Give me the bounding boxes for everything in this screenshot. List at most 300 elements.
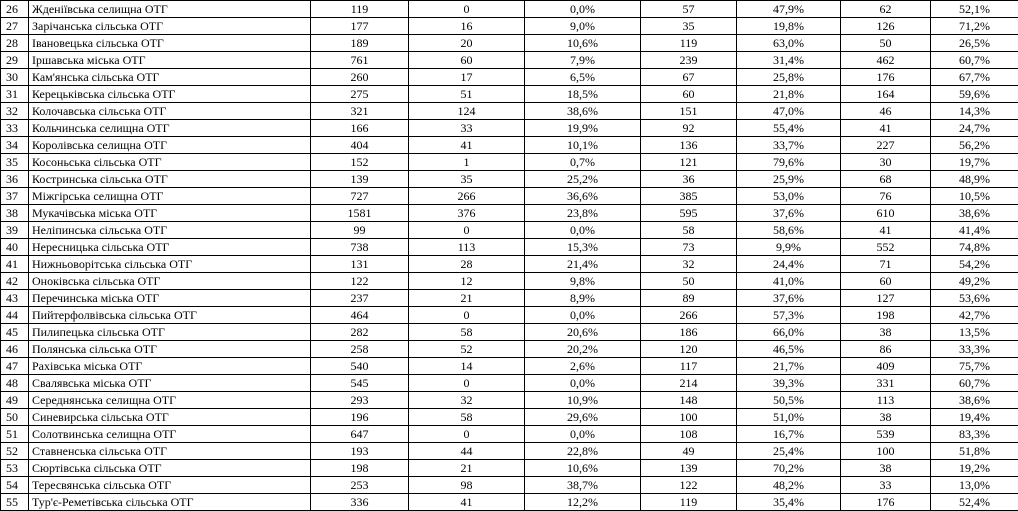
percent-b-cell: 25,2% [525,171,641,188]
row-number-cell: 46 [1,341,29,358]
community-name-cell: Середнянська селищна ОТГ [29,392,311,409]
percent-b-cell: 20,2% [525,341,641,358]
total-value-cell: 198 [311,460,409,477]
percent-d-cell: 35,4% [737,494,841,511]
value-d-cell: 122 [641,477,737,494]
value-b-cell: 0 [409,222,525,239]
total-value-cell: 275 [311,86,409,103]
table-row [1,188,1018,205]
value-d-cell: 60 [641,86,737,103]
table-row [1,477,1018,494]
value-f-cell: 41 [841,120,931,137]
percent-b-cell: 38,6% [525,103,641,120]
row-number-cell: 27 [1,18,29,35]
percent-d-cell: 33,7% [737,137,841,154]
value-f-cell: 164 [841,86,931,103]
row-number-cell: 55 [1,494,29,511]
row-number-cell: 30 [1,69,29,86]
percent-b-cell: 15,3% [525,239,641,256]
table-row [1,222,1018,239]
value-d-cell: 148 [641,392,737,409]
total-value-cell: 258 [311,341,409,358]
percent-b-cell: 8,9% [525,290,641,307]
value-d-cell: 49 [641,443,737,460]
value-d-cell: 151 [641,103,737,120]
total-value-cell: 139 [311,171,409,188]
percent-f-cell: 49,2% [931,273,1018,290]
table-row [1,307,1018,324]
community-name-cell: Королівська селищна ОТГ [29,137,311,154]
percent-b-cell: 12,2% [525,494,641,511]
percent-d-cell: 37,6% [737,205,841,222]
value-b-cell: 98 [409,477,525,494]
value-d-cell: 186 [641,324,737,341]
percent-f-cell: 52,4% [931,494,1018,511]
percent-b-cell: 38,7% [525,477,641,494]
community-name-cell: Тересвянська сільська ОТГ [29,477,311,494]
table-row [1,35,1018,52]
percent-d-cell: 63,0% [737,35,841,52]
percent-f-cell: 71,2% [931,18,1018,35]
percent-d-cell: 47,0% [737,103,841,120]
percent-b-cell: 6,5% [525,69,641,86]
percent-b-cell: 0,0% [525,222,641,239]
percent-f-cell: 60,7% [931,52,1018,69]
value-f-cell: 33 [841,477,931,494]
value-d-cell: 36 [641,171,737,188]
value-f-cell: 41 [841,222,931,239]
percent-d-cell: 41,0% [737,273,841,290]
value-d-cell: 58 [641,222,737,239]
total-value-cell: 727 [311,188,409,205]
value-f-cell: 113 [841,392,931,409]
row-number-cell: 36 [1,171,29,188]
percent-f-cell: 33,3% [931,341,1018,358]
table-row [1,341,1018,358]
total-value-cell: 99 [311,222,409,239]
value-b-cell: 17 [409,69,525,86]
value-b-cell: 60 [409,52,525,69]
total-value-cell: 761 [311,52,409,69]
total-value-cell: 464 [311,307,409,324]
total-value-cell: 152 [311,154,409,171]
value-d-cell: 108 [641,426,737,443]
percent-b-cell: 23,8% [525,205,641,222]
percent-d-cell: 19,8% [737,18,841,35]
row-number-cell: 28 [1,35,29,52]
percent-d-cell: 70,2% [737,460,841,477]
percent-b-cell: 0,0% [525,426,641,443]
value-b-cell: 20 [409,35,525,52]
total-value-cell: 545 [311,375,409,392]
percent-f-cell: 48,9% [931,171,1018,188]
percent-d-cell: 55,4% [737,120,841,137]
percent-b-cell: 2,6% [525,358,641,375]
percent-d-cell: 9,9% [737,239,841,256]
community-name-cell: Синевирська сільська ОТГ [29,409,311,426]
row-number-cell: 45 [1,324,29,341]
value-f-cell: 38 [841,460,931,477]
value-b-cell: 0 [409,307,525,324]
total-value-cell: 131 [311,256,409,273]
table-row [1,443,1018,460]
percent-f-cell: 59,6% [931,86,1018,103]
percent-d-cell: 51,0% [737,409,841,426]
community-name-cell: Перечинська міська ОТГ [29,290,311,307]
row-number-cell: 40 [1,239,29,256]
row-number-cell: 47 [1,358,29,375]
total-value-cell: 647 [311,426,409,443]
row-number-cell: 54 [1,477,29,494]
percent-b-cell: 20,6% [525,324,641,341]
value-f-cell: 86 [841,341,931,358]
value-b-cell: 41 [409,137,525,154]
total-value-cell: 293 [311,392,409,409]
row-number-cell: 53 [1,460,29,477]
table-row [1,120,1018,137]
community-name-cell: Сюртівська сільська ОТГ [29,460,311,477]
total-value-cell: 404 [311,137,409,154]
community-name-cell: Неліпинська сільська ОТГ [29,222,311,239]
value-d-cell: 50 [641,273,737,290]
value-f-cell: 50 [841,35,931,52]
value-b-cell: 21 [409,460,525,477]
row-number-cell: 39 [1,222,29,239]
table-row [1,1,1018,18]
value-f-cell: 176 [841,494,931,511]
community-name-cell: Кольчинська селищна ОТГ [29,120,311,137]
value-f-cell: 552 [841,239,931,256]
community-name-cell: Полянська сільська ОТГ [29,341,311,358]
community-name-cell: Івановецька сільська ОТГ [29,35,311,52]
percent-b-cell: 10,6% [525,35,641,52]
row-number-cell: 50 [1,409,29,426]
value-f-cell: 68 [841,171,931,188]
value-b-cell: 12 [409,273,525,290]
table-row [1,375,1018,392]
value-d-cell: 119 [641,494,737,511]
table-row [1,154,1018,171]
value-b-cell: 0 [409,426,525,443]
percent-d-cell: 46,5% [737,341,841,358]
percent-d-cell: 79,6% [737,154,841,171]
percent-d-cell: 50,5% [737,392,841,409]
percent-d-cell: 53,0% [737,188,841,205]
percent-f-cell: 13,5% [931,324,1018,341]
total-value-cell: 196 [311,409,409,426]
community-name-cell: Пийтерфолвівська сільська ОТГ [29,307,311,324]
table-row [1,69,1018,86]
total-value-cell: 540 [311,358,409,375]
row-number-cell: 38 [1,205,29,222]
total-value-cell: 253 [311,477,409,494]
value-d-cell: 32 [641,256,737,273]
value-d-cell: 117 [641,358,737,375]
value-f-cell: 38 [841,409,931,426]
value-f-cell: 100 [841,443,931,460]
percent-f-cell: 54,2% [931,256,1018,273]
value-b-cell: 58 [409,409,525,426]
value-d-cell: 139 [641,460,737,477]
value-f-cell: 610 [841,205,931,222]
percent-d-cell: 57,3% [737,307,841,324]
community-name-cell: Солотвинська селищна ОТГ [29,426,311,443]
value-f-cell: 198 [841,307,931,324]
percent-b-cell: 0,0% [525,1,641,18]
table-row [1,239,1018,256]
percent-b-cell: 0,7% [525,154,641,171]
table-row [1,86,1018,103]
value-d-cell: 35 [641,18,737,35]
community-name-cell: Пилипецька сільська ОТГ [29,324,311,341]
percent-f-cell: 41,4% [931,222,1018,239]
value-b-cell: 266 [409,188,525,205]
total-value-cell: 1581 [311,205,409,222]
percent-f-cell: 51,8% [931,443,1018,460]
value-f-cell: 409 [841,358,931,375]
total-value-cell: 119 [311,1,409,18]
percent-d-cell: 37,6% [737,290,841,307]
percent-f-cell: 67,7% [931,69,1018,86]
community-name-cell: Колочавська сільська ОТГ [29,103,311,120]
table-row [1,103,1018,120]
value-d-cell: 121 [641,154,737,171]
percent-f-cell: 10,5% [931,188,1018,205]
total-value-cell: 237 [311,290,409,307]
value-f-cell: 62 [841,1,931,18]
value-b-cell: 16 [409,18,525,35]
value-d-cell: 239 [641,52,737,69]
value-f-cell: 127 [841,290,931,307]
percent-b-cell: 9,0% [525,18,641,35]
percent-b-cell: 19,9% [525,120,641,137]
value-f-cell: 227 [841,137,931,154]
value-f-cell: 30 [841,154,931,171]
percent-b-cell: 22,8% [525,443,641,460]
table-row [1,18,1018,35]
percent-d-cell: 39,3% [737,375,841,392]
table-row [1,273,1018,290]
row-number-cell: 37 [1,188,29,205]
percent-f-cell: 75,7% [931,358,1018,375]
value-b-cell: 58 [409,324,525,341]
table-row [1,205,1018,222]
percent-b-cell: 10,1% [525,137,641,154]
row-number-cell: 43 [1,290,29,307]
percent-d-cell: 31,4% [737,52,841,69]
community-name-cell: Нижньоворітська сільська ОТГ [29,256,311,273]
value-b-cell: 28 [409,256,525,273]
row-number-cell: 42 [1,273,29,290]
community-name-cell: Керецьківська сільська ОТГ [29,86,311,103]
percent-f-cell: 53,6% [931,290,1018,307]
total-value-cell: 177 [311,18,409,35]
value-f-cell: 60 [841,273,931,290]
total-value-cell: 189 [311,35,409,52]
value-b-cell: 0 [409,1,525,18]
row-number-cell: 51 [1,426,29,443]
percent-f-cell: 38,6% [931,392,1018,409]
row-number-cell: 41 [1,256,29,273]
percent-b-cell: 10,6% [525,460,641,477]
percent-b-cell: 0,0% [525,307,641,324]
value-d-cell: 266 [641,307,737,324]
percent-d-cell: 21,7% [737,358,841,375]
total-value-cell: 738 [311,239,409,256]
value-b-cell: 0 [409,375,525,392]
value-b-cell: 32 [409,392,525,409]
table-row [1,52,1018,69]
community-name-cell: Іршавська міська ОТГ [29,52,311,69]
value-b-cell: 124 [409,103,525,120]
community-name-cell: Мукачівська міська ОТГ [29,205,311,222]
percent-f-cell: 24,7% [931,120,1018,137]
percent-f-cell: 56,2% [931,137,1018,154]
value-f-cell: 539 [841,426,931,443]
value-f-cell: 38 [841,324,931,341]
community-name-cell: Міжгірська селищна ОТГ [29,188,311,205]
community-name-cell: Рахівська міська ОТГ [29,358,311,375]
value-f-cell: 76 [841,188,931,205]
percent-b-cell: 29,6% [525,409,641,426]
percent-f-cell: 19,4% [931,409,1018,426]
total-value-cell: 193 [311,443,409,460]
value-b-cell: 52 [409,341,525,358]
value-d-cell: 136 [641,137,737,154]
table-row [1,137,1018,154]
percent-d-cell: 24,4% [737,256,841,273]
percent-b-cell: 18,5% [525,86,641,103]
percent-f-cell: 83,3% [931,426,1018,443]
percent-b-cell: 0,0% [525,375,641,392]
value-d-cell: 89 [641,290,737,307]
percent-f-cell: 26,5% [931,35,1018,52]
value-d-cell: 595 [641,205,737,222]
percent-d-cell: 16,7% [737,426,841,443]
percent-f-cell: 74,8% [931,239,1018,256]
percent-d-cell: 25,9% [737,171,841,188]
table-row [1,324,1018,341]
table-row [1,392,1018,409]
value-b-cell: 33 [409,120,525,137]
value-b-cell: 1 [409,154,525,171]
percent-d-cell: 25,8% [737,69,841,86]
percent-d-cell: 47,9% [737,1,841,18]
value-f-cell: 46 [841,103,931,120]
percent-f-cell: 14,3% [931,103,1018,120]
value-f-cell: 331 [841,375,931,392]
value-d-cell: 120 [641,341,737,358]
percent-d-cell: 48,2% [737,477,841,494]
community-name-cell: Оноківська сільська ОТГ [29,273,311,290]
table-row [1,409,1018,426]
table-row [1,358,1018,375]
value-b-cell: 14 [409,358,525,375]
percent-f-cell: 19,7% [931,154,1018,171]
percent-f-cell: 19,2% [931,460,1018,477]
value-f-cell: 71 [841,256,931,273]
table-row [1,426,1018,443]
percent-f-cell: 38,6% [931,205,1018,222]
percent-d-cell: 58,6% [737,222,841,239]
total-value-cell: 336 [311,494,409,511]
value-d-cell: 67 [641,69,737,86]
row-number-cell: 26 [1,1,29,18]
table-row [1,171,1018,188]
community-name-cell: Косоньська сільська ОТГ [29,154,311,171]
total-value-cell: 166 [311,120,409,137]
row-number-cell: 33 [1,120,29,137]
percent-d-cell: 21,8% [737,86,841,103]
community-name-cell: Зарічанська сільська ОТГ [29,18,311,35]
value-f-cell: 462 [841,52,931,69]
community-name-cell: Жденіївська селищна ОТГ [29,1,311,18]
value-d-cell: 57 [641,1,737,18]
percent-f-cell: 13,0% [931,477,1018,494]
total-value-cell: 321 [311,103,409,120]
table-row [1,256,1018,273]
table-row [1,290,1018,307]
row-number-cell: 44 [1,307,29,324]
community-name-cell: Костринська сільська ОТГ [29,171,311,188]
percent-f-cell: 52,1% [931,1,1018,18]
percent-b-cell: 10,9% [525,392,641,409]
value-b-cell: 21 [409,290,525,307]
value-f-cell: 176 [841,69,931,86]
row-number-cell: 32 [1,103,29,120]
row-number-cell: 31 [1,86,29,103]
percent-b-cell: 21,4% [525,256,641,273]
row-number-cell: 35 [1,154,29,171]
total-value-cell: 122 [311,273,409,290]
community-name-cell: Нересницька сільська ОТГ [29,239,311,256]
percent-b-cell: 9,8% [525,273,641,290]
row-number-cell: 29 [1,52,29,69]
community-name-cell: Тур'є-Реметівська сільська ОТГ [29,494,311,511]
value-b-cell: 51 [409,86,525,103]
value-d-cell: 214 [641,375,737,392]
percent-f-cell: 42,7% [931,307,1018,324]
community-name-cell: Кам'янська сільська ОТГ [29,69,311,86]
percent-d-cell: 25,4% [737,443,841,460]
value-d-cell: 92 [641,120,737,137]
value-f-cell: 126 [841,18,931,35]
value-d-cell: 73 [641,239,737,256]
percent-b-cell: 7,9% [525,52,641,69]
row-number-cell: 48 [1,375,29,392]
value-b-cell: 41 [409,494,525,511]
value-b-cell: 113 [409,239,525,256]
value-d-cell: 385 [641,188,737,205]
total-value-cell: 282 [311,324,409,341]
percent-b-cell: 36,6% [525,188,641,205]
table-row [1,460,1018,477]
row-number-cell: 52 [1,443,29,460]
value-d-cell: 100 [641,409,737,426]
value-b-cell: 44 [409,443,525,460]
community-name-cell: Свалявська міська ОТГ [29,375,311,392]
total-value-cell: 260 [311,69,409,86]
value-b-cell: 35 [409,171,525,188]
table-body [1,1,1018,511]
value-b-cell: 376 [409,205,525,222]
row-number-cell: 34 [1,137,29,154]
percent-f-cell: 60,7% [931,375,1018,392]
percent-d-cell: 66,0% [737,324,841,341]
community-name-cell: Ставненська сільська ОТГ [29,443,311,460]
row-number-cell: 49 [1,392,29,409]
value-d-cell: 119 [641,35,737,52]
